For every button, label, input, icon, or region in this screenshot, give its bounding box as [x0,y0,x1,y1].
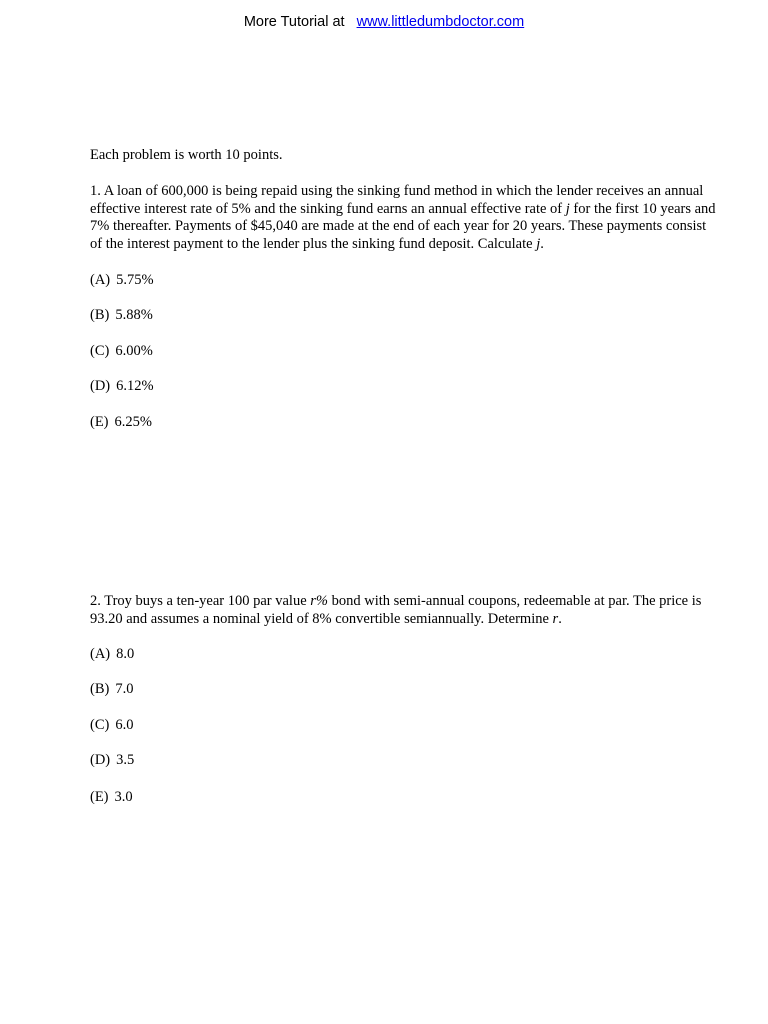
q1-choice-a [90,272,154,290]
header-prefix: More Tutorial at [243,14,345,30]
q2-choice-d [90,752,134,770]
choice-value: 3.0 [114,789,133,805]
question-1-text [90,183,720,253]
page-header [0,12,768,32]
q1-variable-j-2: j [536,235,541,252]
choice-value: 8.0 [116,646,135,662]
choice-value: 5.88% [115,307,153,323]
choice-letter: (E) [90,789,109,805]
choice-letter: (C) [90,343,110,359]
tutorial-link[interactable]: www.littledumbdoctor.com [356,14,525,30]
q1-variable-j: j [565,200,570,217]
q2-text-part3: . [558,610,562,627]
q2-choice-b [90,681,133,699]
q1-text-part1: 1. A loan of 600,000 is being repaid using the sinking fund method in which the lender receives an annual effective interest rate of 5% and the sinking fund earns an annual effective rate of [90,183,704,217]
q2-choice-c [90,717,133,735]
choice-letter: (E) [90,414,109,430]
q2-text-part1: 2. Troy buys a ten-year 100 par value [90,593,311,609]
q2-variable-r: r [552,610,559,627]
question-2-text [90,593,720,628]
choice-value: 7.0 [115,681,134,697]
choice-value: 6.25% [114,414,152,430]
choice-value: 6.00% [115,343,153,359]
q1-choice-c [90,343,153,361]
q2-text-part2: bond with semi-annual coupons, redeemable at par. The price is 93.20 and assumes a nominal yield of 8% convertible semiannually. Determine [90,593,702,627]
q2-choice-a [90,646,134,664]
choice-letter: (C) [90,717,110,733]
choice-value: 6.12% [116,378,154,394]
q1-choice-b [90,307,153,325]
choice-value: 6.0 [115,717,134,733]
choice-value: 5.75% [116,272,154,288]
q1-choice-d [90,378,154,396]
choice-letter: (D) [90,752,111,768]
q1-choice-e [90,414,152,432]
q1-text-part2: for the first 10 years and 7% thereafter. Payments of $45,040 are made at the end of each year for 20 years. These payments consist of the interest payment to the lender plus the sinking fund deposit. Calculate [90,200,716,252]
q2-choice-e [90,789,133,807]
choice-letter: (D) [90,378,111,394]
choice-value: 3.5 [116,752,135,768]
choice-letter: (B) [90,681,110,697]
choice-letter: (A) [90,272,111,288]
q1-text-part3: . [540,235,544,252]
q2-variable-r-percent: r% [310,593,329,609]
choice-letter: (A) [90,646,111,662]
instructions: Each problem is worth 10 points. [90,147,283,163]
choice-letter: (B) [90,307,110,323]
